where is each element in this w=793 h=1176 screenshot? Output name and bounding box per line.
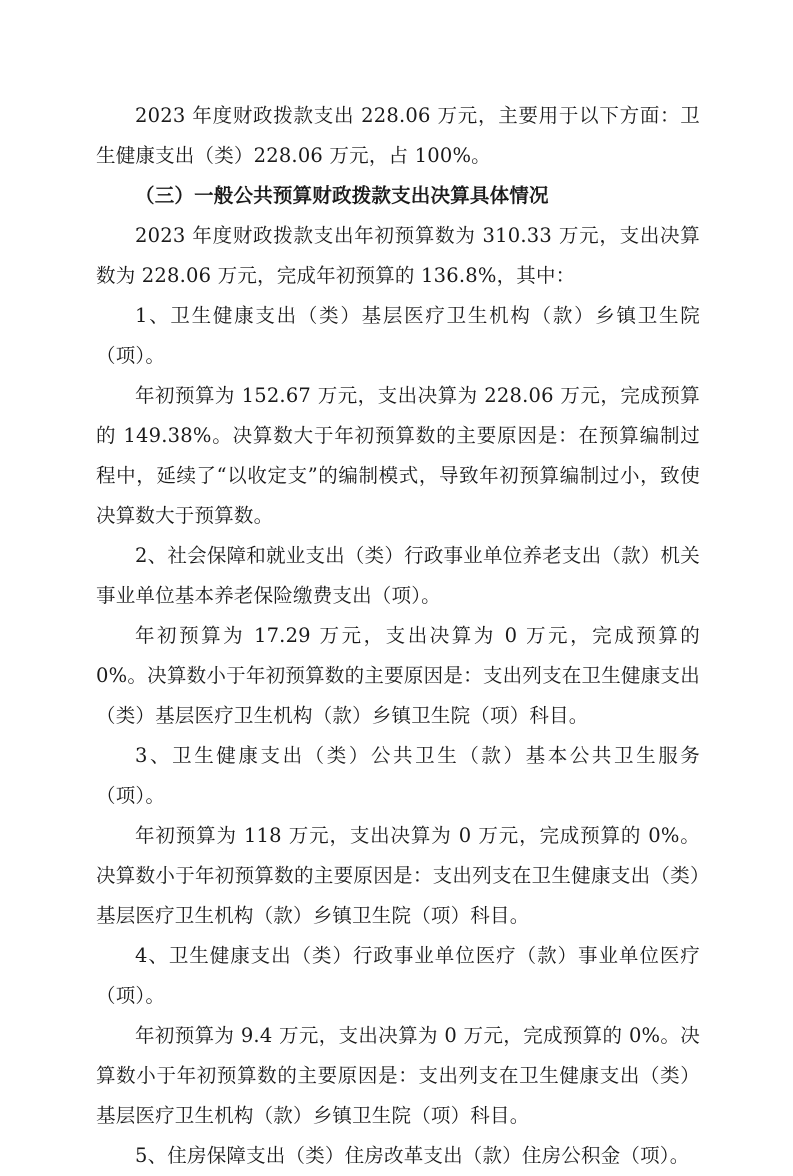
paragraph-item-1-detail: 年初预算为 152.67 万元，支出决算为 228.06 万元，完成预算的 149.38%。决算数大于年初预算数的主要原因是：在预算编制过程中，延续了“以收定支”的编制模式，导致年初预算编制过小，致使决算数大于预算数。 bbox=[96, 384, 700, 527]
paragraph-item-5-title: 5、住房保障支出（类）住房改革支出（款）住房公积金（项）。 bbox=[135, 1144, 690, 1167]
paragraph-item-3-title: 3、卫生健康支出（类）公共卫生（款）基本公共卫生服务（项）。 bbox=[96, 744, 700, 807]
heading-general-public-budget: （三）一般公共预算财政拨款支出决算具体情况 bbox=[135, 184, 549, 207]
paragraph-item-2-title: 2、社会保障和就业支出（类）行政事业单位养老支出（款）机关事业单位基本养老保险缴费支出（项）。 bbox=[96, 544, 700, 607]
paragraph-item-1-title: 1、卫生健康支出（类）基层医疗卫生机构（款）乡镇卫生院（项）。 bbox=[96, 304, 700, 367]
paragraph-item-4-detail: 年初预算为 9.4 万元，支出决算为 0 万元，完成预算的 0%。决算数小于年初预算数的主要原因是：支出列支在卫生健康支出（类）基层医疗卫生机构（款）乡镇卫生院（项）科目。 bbox=[96, 1024, 700, 1127]
paragraph-item-2-detail: 年初预算为 17.29 万元，支出决算为 0 万元，完成预算的 0%。决算数小于年初预算数的主要原因是：支出列支在卫生健康支出（类）基层医疗卫生机构（款）乡镇卫生院（项）科目。 bbox=[96, 624, 700, 727]
paragraph-fiscal-appropriation-total: 2023 年度财政拨款支出 228.06 万元，主要用于以下方面：卫生健康支出（类）228.06 万元，占 100%。 bbox=[96, 104, 700, 167]
document-body bbox=[96, 96, 700, 1176]
paragraph-budget-vs-final: 2023 年度财政拨款支出年初预算数为 310.33 万元，支出决算数为 228.06 万元，完成年初预算的 136.8%，其中： bbox=[96, 224, 700, 287]
paragraph-item-3-detail: 年初预算为 118 万元，支出决算为 0 万元，完成预算的 0%。决算数小于年初预算数的主要原因是：支出列支在卫生健康支出（类）基层医疗卫生机构（款）乡镇卫生院（项）科目。 bbox=[96, 824, 700, 927]
paragraph-item-4-title: 4、卫生健康支出（类）行政事业单位医疗（款）事业单位医疗（项）。 bbox=[96, 944, 700, 1007]
